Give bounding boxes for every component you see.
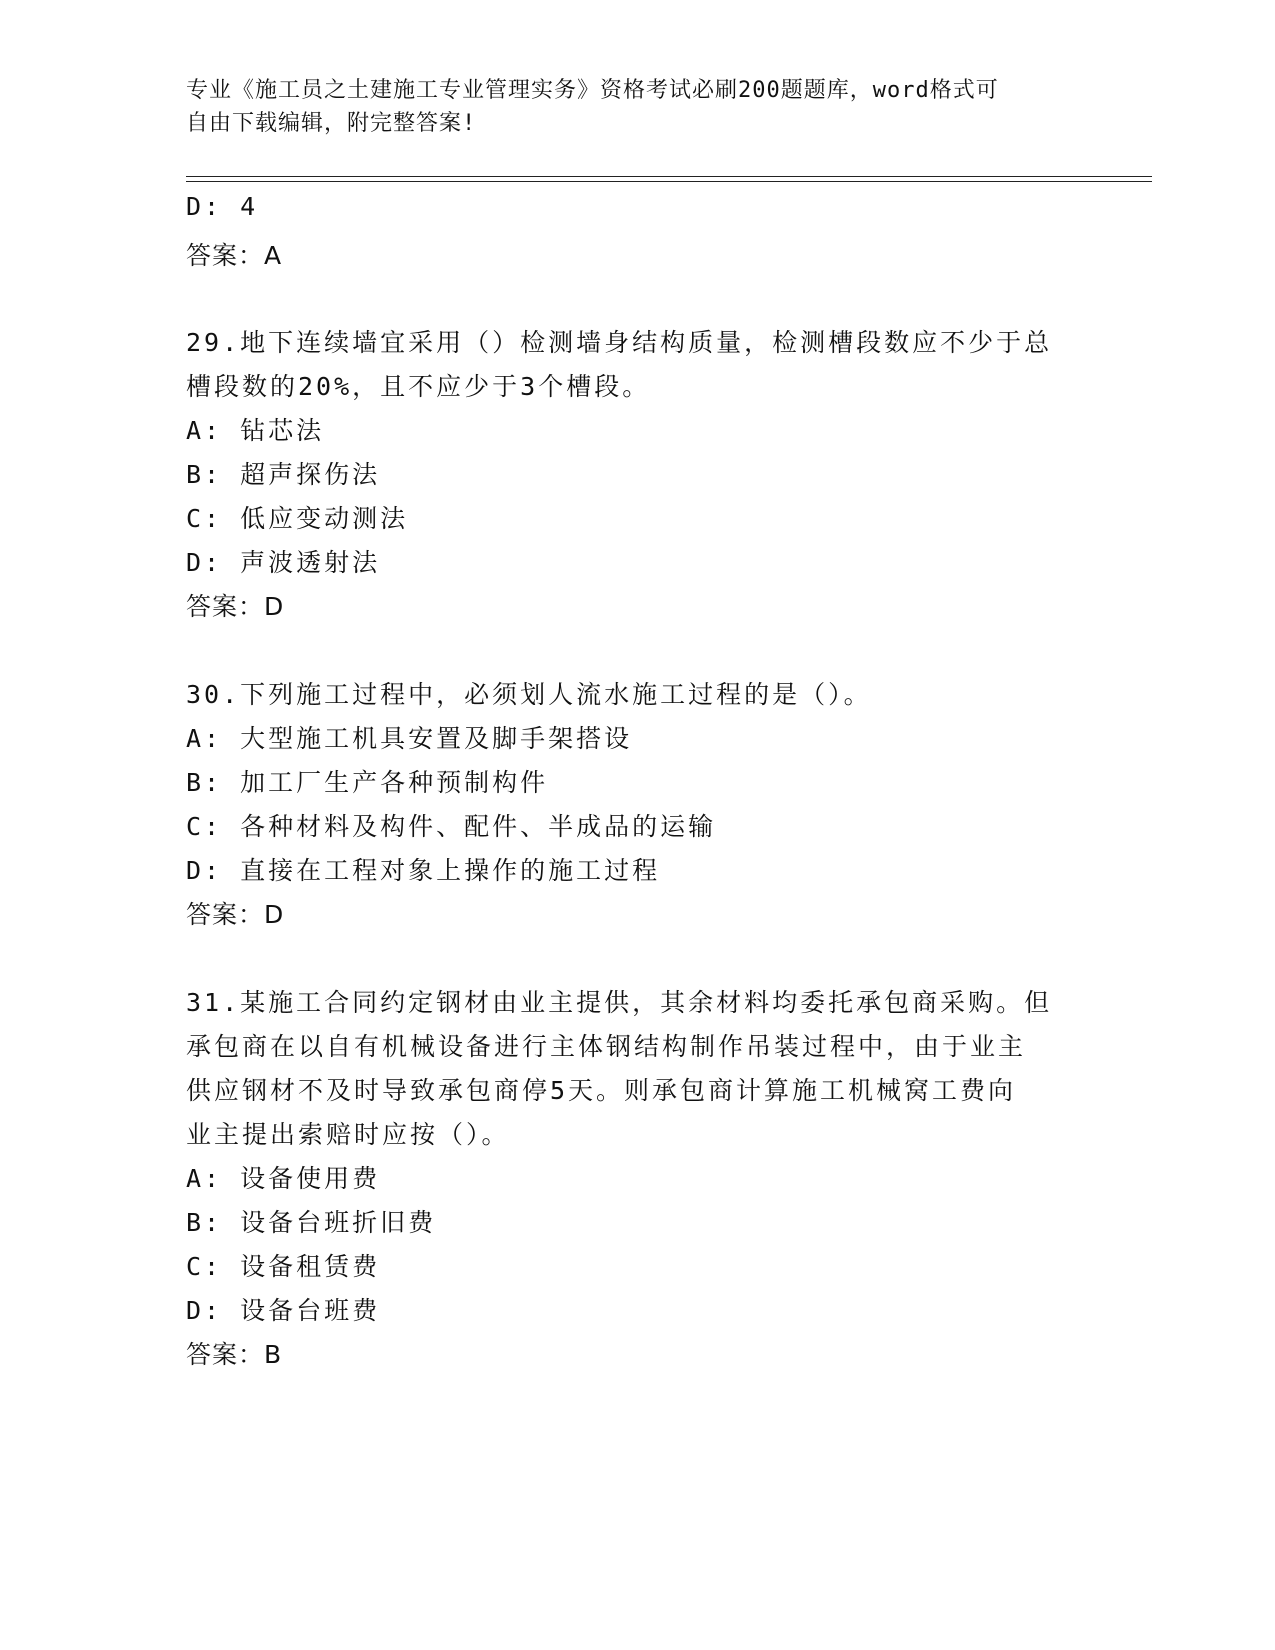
header-line-2: 自由下载编辑，附完整答案! (186, 111, 477, 136)
option-d: D: 声波透射法 (186, 548, 381, 577)
option-c: C: 各种材料及构件、配件、半成品的运输 (186, 812, 717, 841)
question-31-text: 承包商在以自有机械设备进行主体钢结构制作吊装过程中，由于业主 (186, 1032, 1027, 1061)
option-c: C: 设备租赁费 (186, 1252, 381, 1281)
answer: 答案：D (186, 900, 285, 929)
question-31-text: 31.某施工合同约定钢材由业主提供，其余材料均委托承包商采购。但 (186, 988, 1053, 1017)
answer: 答案：B (186, 1340, 283, 1369)
answer: 答案：A (186, 241, 283, 270)
answer: 答案：D (186, 592, 285, 621)
question-29-text: 槽段数的20%，且不应少于3个槽段。 (186, 372, 651, 401)
document-header (186, 74, 1086, 140)
question-29-text: 29.地下连续墙宜采用（）检测墙身结构质量，检测槽段数应不少于总 (186, 328, 1053, 357)
question-31-text: 供应钢材不及时导致承包商停5天。则承包商计算施工机械窝工费向 (186, 1076, 1017, 1105)
question-31-text: 业主提出索赔时应按（）。 (186, 1120, 510, 1149)
option-b: B: 加工厂生产各种预制构件 (186, 768, 549, 797)
option-d: D: 4 (186, 192, 259, 221)
option-b: B: 超声探伤法 (186, 460, 381, 489)
option-a: A: 大型施工机具安置及脚手架搭设 (186, 724, 633, 753)
option-d: D: 设备台班费 (186, 1296, 381, 1325)
option-c: C: 低应变动测法 (186, 504, 409, 533)
option-d: D: 直接在工程对象上操作的施工过程 (186, 856, 661, 885)
question-30-text: 30.下列施工过程中，必须划人流水施工过程的是（）。 (186, 680, 872, 709)
header-divider-bottom (186, 181, 1152, 182)
header-divider-top (186, 176, 1152, 177)
header-line-1: 专业《施工员之土建施工专业管理实务》资格考试必刷200题题库，word格式可 (186, 78, 999, 103)
option-a: A: 设备使用费 (186, 1164, 381, 1193)
option-a: A: 钻芯法 (186, 416, 325, 445)
option-b: B: 设备台班折旧费 (186, 1208, 437, 1237)
